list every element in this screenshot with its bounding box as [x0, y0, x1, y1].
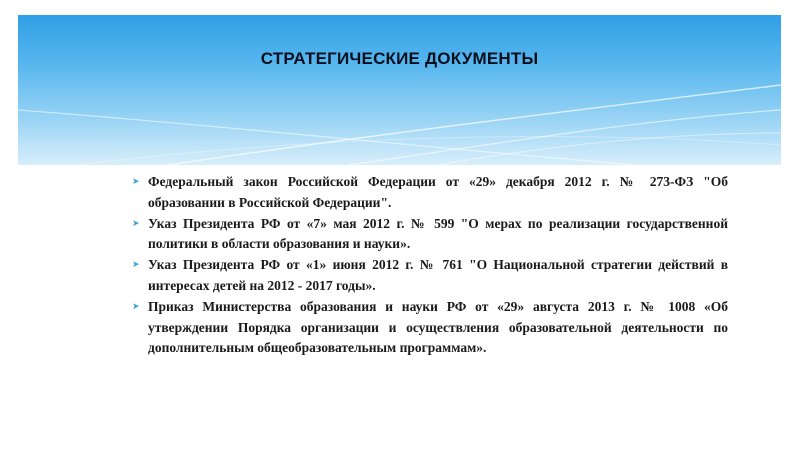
slide-title: СТРАТЕГИЧЕСКИЕ ДОКУМЕНТЫ	[260, 49, 539, 68]
bullet-arrow-icon: ➤	[132, 177, 140, 187]
list-item	[130, 172, 728, 214]
list-item	[130, 297, 728, 359]
decorative-wave-lines	[18, 15, 781, 165]
list-item	[130, 214, 728, 256]
bullet-arrow-icon: ➤	[132, 260, 140, 271]
list-item	[130, 255, 728, 297]
document-text: Федеральный закон Российской Федерации от «29» декабря 2012 г. № 273-ФЗ "Об образовании в Российской Федерации".	[148, 174, 728, 210]
bullet-arrow-icon: ➤	[132, 218, 140, 229]
documents-list	[130, 172, 728, 359]
header-band	[18, 15, 781, 165]
document-text: Указ Президента РФ от «7» мая 2012 г. № 599 "О мерах по реализации государственной политики в области образования и науки».	[148, 215, 728, 252]
document-text: Приказ Министерства образования и науки РФ от «29» августа 2013 г. № 1008 «Об утверждении Порядка организации и осуществления образовательной деятельности по дополнительным общеобразовательным программам».	[148, 298, 728, 356]
bullet-arrow-icon: ➤	[132, 301, 140, 312]
document-text: Указ Президента РФ от «1» июня 2012 г. № 761 "О Национальной стратегии действий в интересах детей на 2012 - 2017 годы».	[148, 257, 728, 293]
